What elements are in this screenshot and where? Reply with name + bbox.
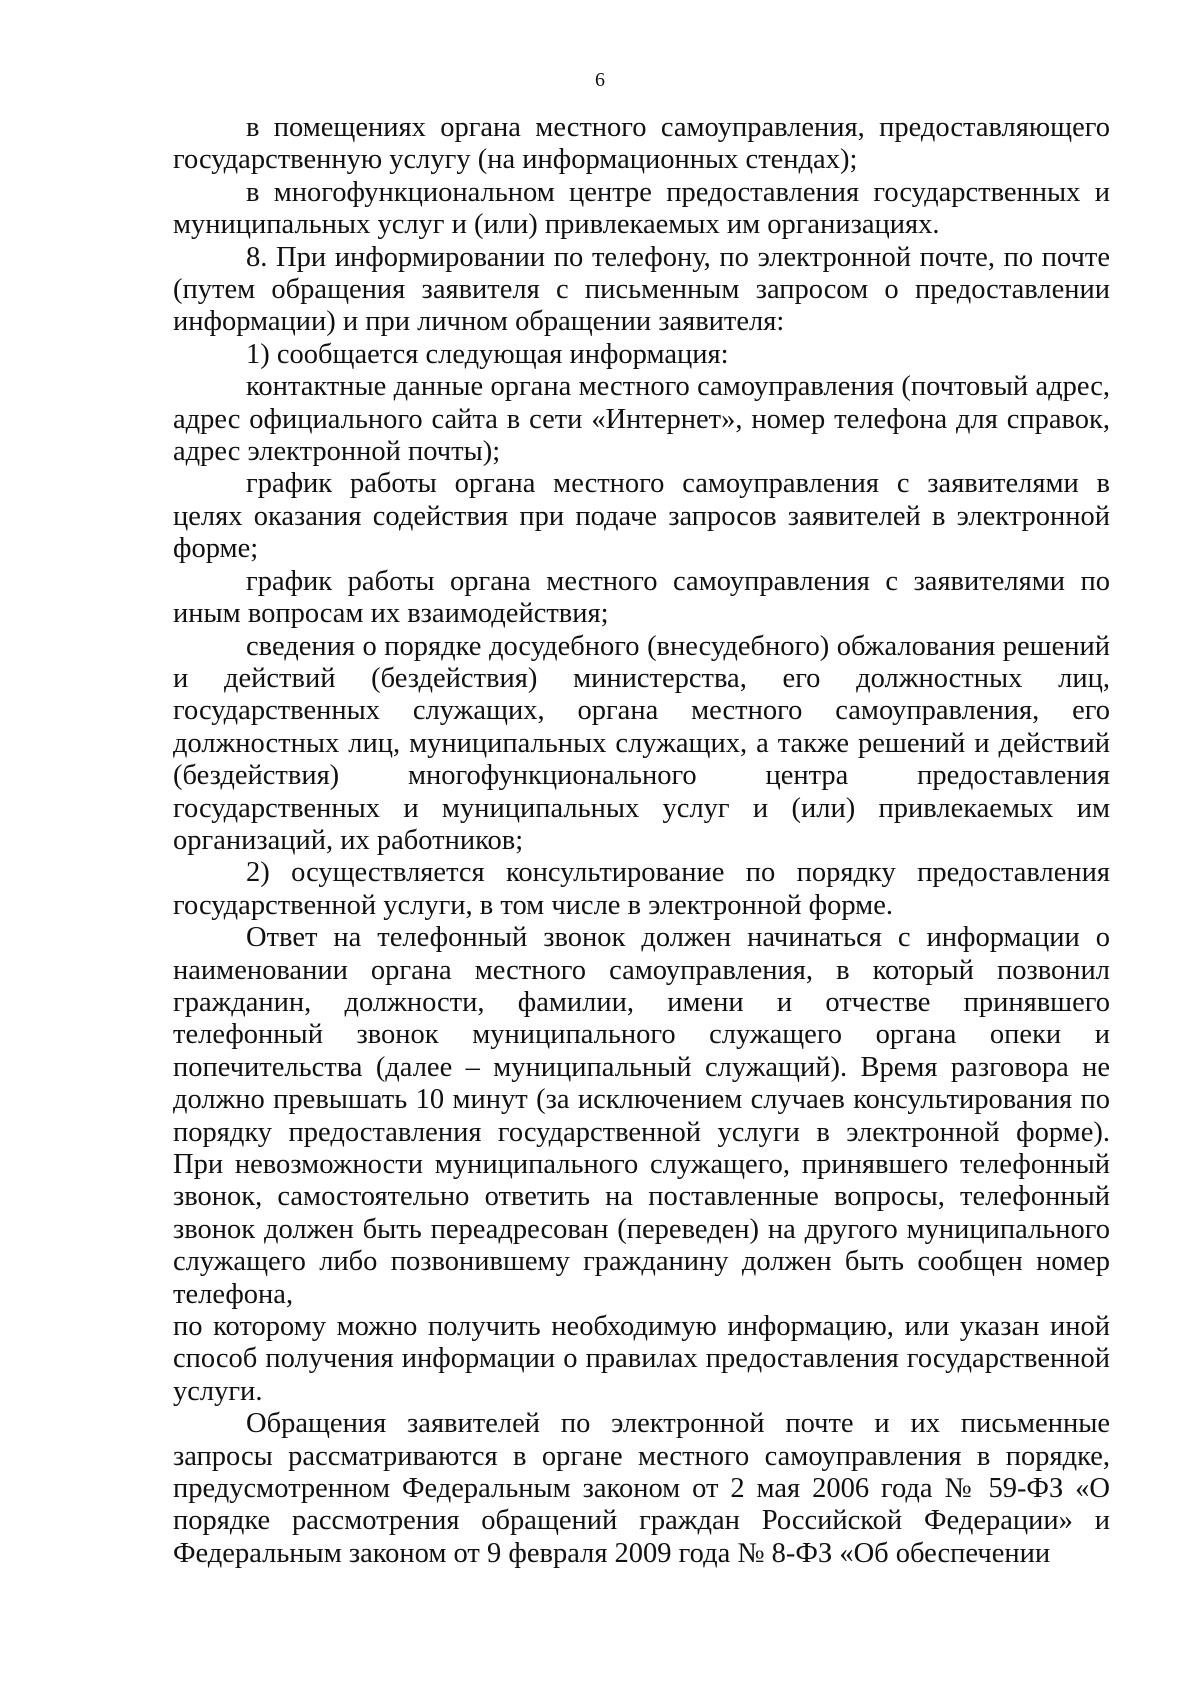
paragraph-subitem-1: 1) сообщается следующая информация:: [246, 338, 729, 370]
paragraph-mfc: в многофункциональном центре предоставления государственных и муниципальных услуг и (или) привлекаемых им организациях.: [173, 176, 1110, 241]
paragraph-appeal-procedure: сведения о порядке досудебного (внесудебного) обжалования решений и действий (бездействия) министерства, его должностных лиц, государственных служащих, органа местного самоуправления, его должностных лиц, муниципальных служащих, а также решений и действий (бездействия) многофункционального центра предоставления государственных и муниципальных услуг и (или) привлекаемых им организаций, их работников;: [173, 630, 1110, 856]
document-body: [173, 112, 1110, 1570]
paragraph-written-requests: Обращения заявителей по электронной почте и их письменные запросы рассматриваются в органе местного самоуправления в порядке, предусмотренном Федеральным законом от 2 мая 2006 года № 59-ФЗ «О порядке рассмотрения обращений граждан Российской Федерации» и Федеральным законом от 9 февраля 2009 года № 8-ФЗ «Об обеспечении: [173, 1408, 1110, 1569]
paragraph-subitem-2: 2) осуществляется консультирование по порядку предоставления государственной услуги, в том числе в электронной форме.: [173, 857, 1110, 921]
page-number: 6: [595, 69, 605, 91]
paragraph-contact-data: контактные данные органа местного самоуправления (почтовый адрес, адрес официального сайта в сети «Интернет», номер телефона для справок, адрес электронной почты);: [173, 371, 1110, 468]
paragraph-schedule-electronic: график работы органа местного самоуправления с заявителями в целях оказания содействия при подаче запросов заявителей в электронной форме;: [173, 468, 1110, 565]
paragraph-phone-answer: Ответ на телефонный звонок должен начинаться с информации о наименовании органа местного самоуправления, в который позвонил гражданин, должности, фамилии, имени и отчестве принявшего телефонный звонок муниципального служащего органа опеки и попечительства (далее – муниципальный служащий). Время разговора не должно превышать 10 минут (за исключением случаев консультирования по порядку предоставления государственной услуги в электронной форме). При невозможности муниципального служащего, принявшего телефонный звонок, самостоятельно ответить на поставленные вопросы, телефонный звонок должен быть переадресован (переведен) на другого муниципального служащего либо позвонившему гражданину должен быть сообщен номер телефона,: [173, 922, 1110, 1310]
paragraph-phone-continuation: по которому можно получить необходимую информацию, или указан иной способ получения информации о правилах предоставления государственной услуги.: [173, 1311, 1110, 1407]
paragraph-premises: в помещениях органа местного самоуправления, предоставляющего государственную услугу (на информационных стендах);: [173, 112, 1110, 176]
paragraph-item-8: 8. При информировании по телефону, по электронной почте, по почте (путем обращения заявителя с письменным запросом о предоставлении информации) и при личном обращении заявителя:: [173, 241, 1110, 338]
paragraph-schedule-other: график работы органа местного самоуправления с заявителями по иным вопросам их взаимодействия;: [173, 565, 1110, 630]
